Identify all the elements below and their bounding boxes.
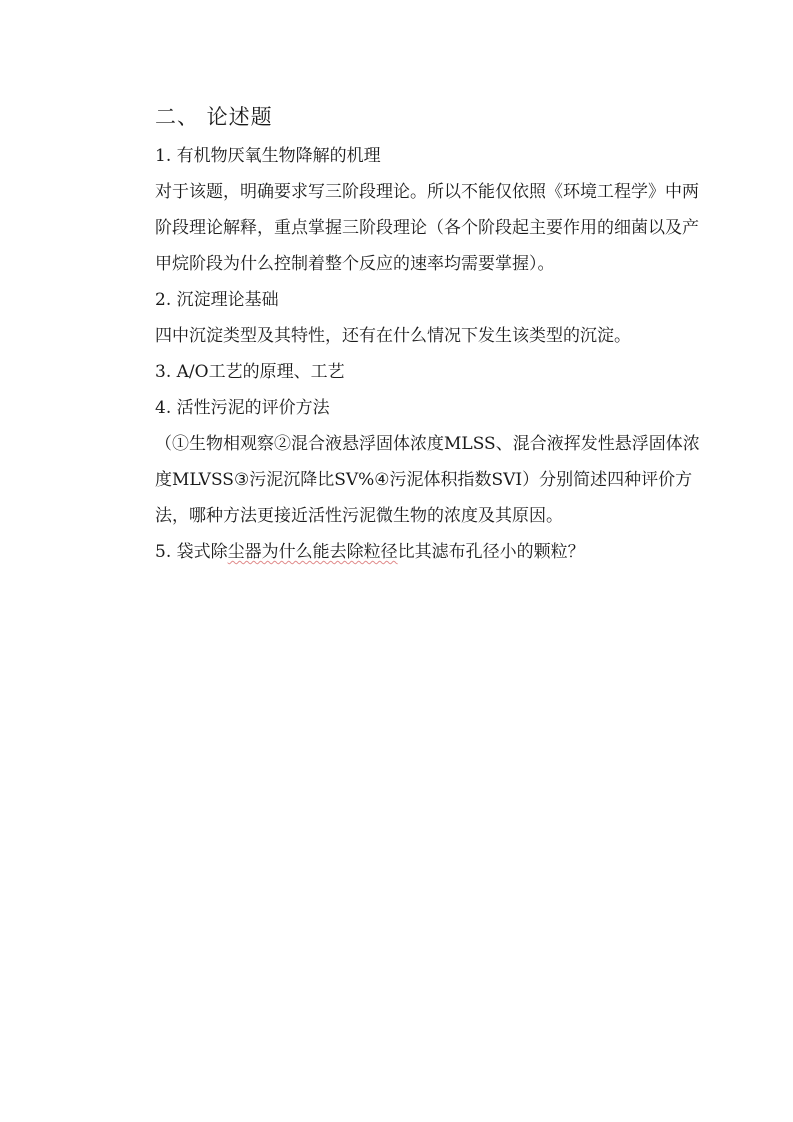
question-2-title: 2. 沉淀理论基础 (155, 290, 279, 310)
question-5-title (155, 534, 715, 570)
question-4-body: （①生物相观察②混合液悬浮固体浓度MLSS、混合液挥发性悬浮固体浓度MLVSS③污泥沉降比SV%④污泥体积指数SVI）分别简述四种评价方法，哪种方法更接近活性污泥微生物的浓度及其原因。 (155, 434, 700, 526)
question-1-title: 1. 有机物厌氧生物降解的机理 (155, 146, 381, 166)
question-5-title-underlined: 尘器为什么能去除粒径 (227, 542, 398, 562)
question-3-title: 3. A/O工艺的原理、工艺 (155, 362, 345, 382)
document-content (155, 96, 715, 570)
question-2-body: 四中沉淀类型及其特性，还有在什么情况下发生该类型的沉淀。 (155, 326, 631, 346)
question-5-title-prefix: 5. 袋式除 (155, 542, 228, 562)
question-1-body: 对于该题，明确要求写三阶段理论。所以不能仅依照《环境工程学》中两阶段理论解释，重点掌握三阶段理论（各个阶段起主要作用的细菌以及产甲烷阶段为什么控制着整个反应的速率均需要掌握）。 (155, 182, 699, 274)
question-4-title: 4. 活性污泥的评价方法 (155, 398, 330, 418)
section-heading: 二、 论述题 (155, 105, 273, 129)
question-5-title-suffix: 比其滤布孔径小的颗粒？ (397, 542, 585, 562)
